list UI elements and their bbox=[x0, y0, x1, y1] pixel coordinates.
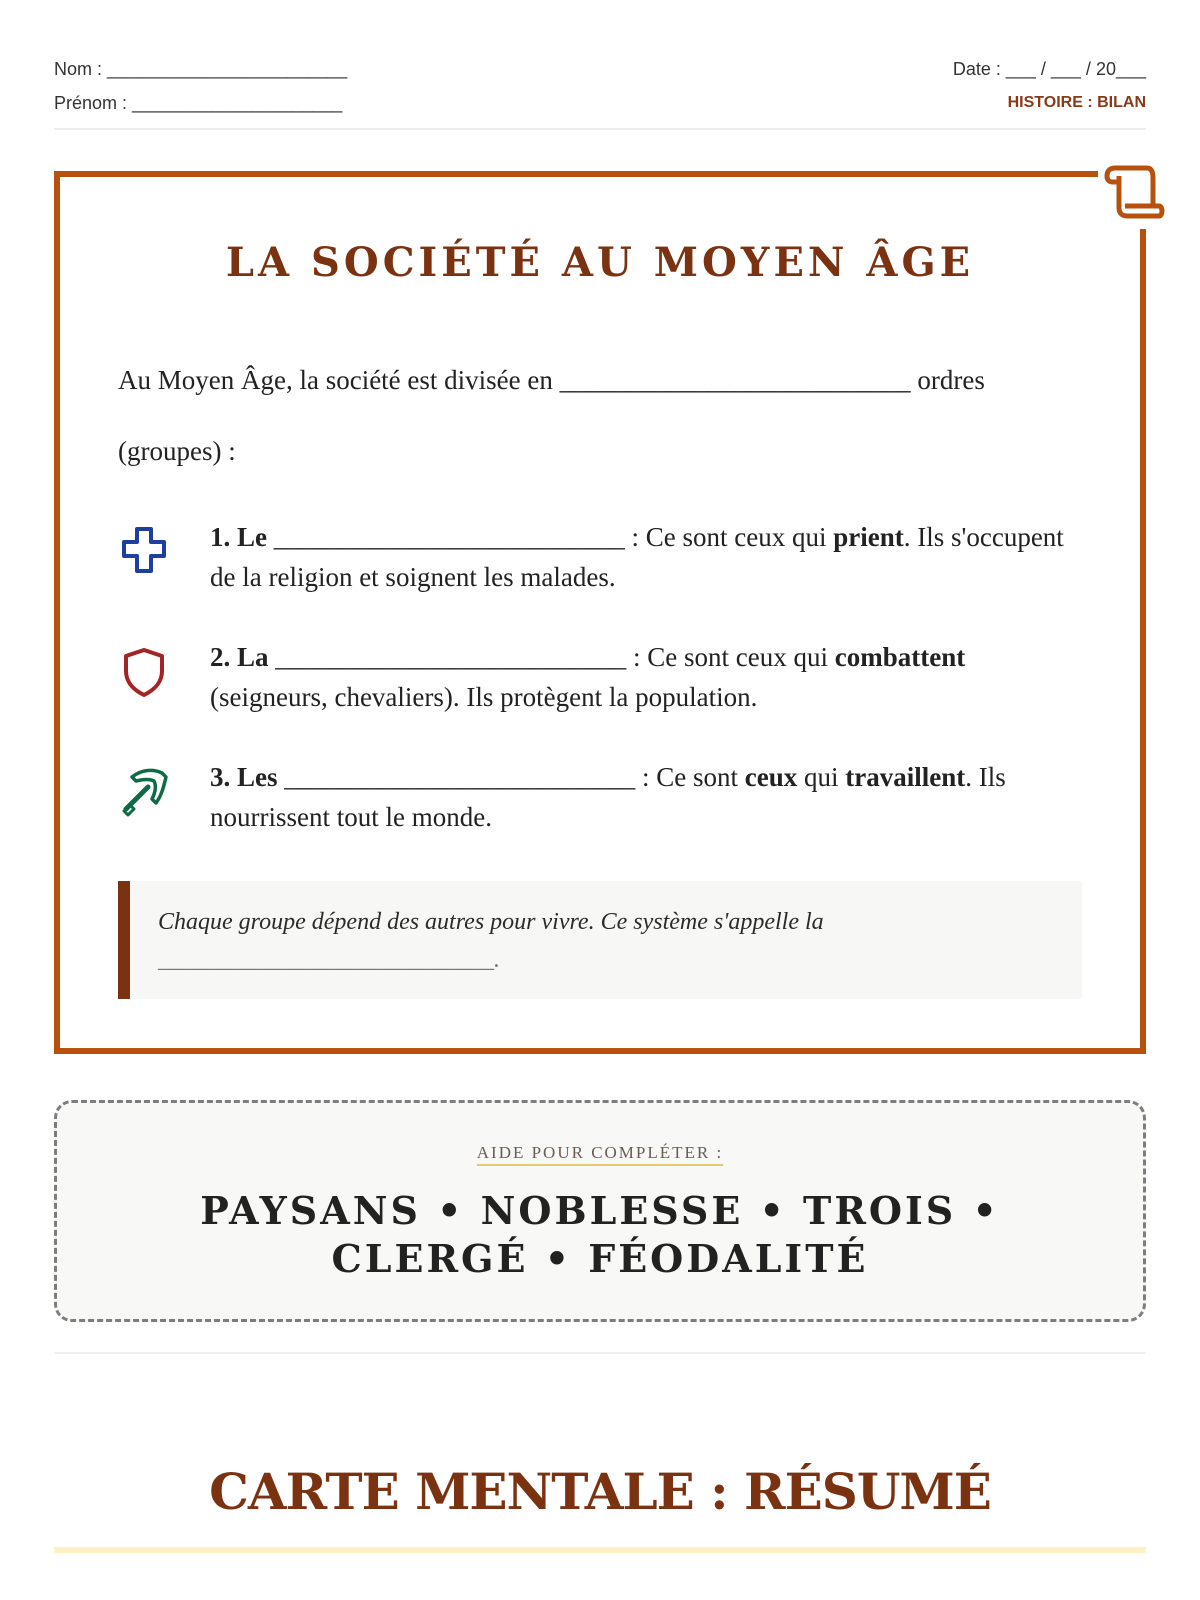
help-words: PAYSANS • NOBLESSE • TROIS • CLERGÉ • FÉODALITÉ bbox=[200, 1188, 1000, 1281]
item3-text1: : Ce sont bbox=[635, 762, 745, 792]
cross-icon bbox=[118, 523, 170, 579]
help-box bbox=[54, 1100, 1146, 1322]
date-field[interactable]: Date : ___ / ___ / 20___ bbox=[952, 59, 1146, 79]
item3-bold-a: ceux bbox=[744, 762, 798, 792]
item3-text2: . Ils nourrissent tout le monde. bbox=[210, 762, 1006, 832]
title-underline bbox=[54, 1547, 1146, 1553]
lesson-card bbox=[54, 171, 1146, 1054]
item2-text2: (seigneurs, chevaliers). Ils protègent la population. bbox=[210, 682, 758, 712]
note-text: Chaque groupe dépend des autres pour vivre. Ce système s'appelle la bbox=[158, 909, 824, 935]
item1-text1: : Ce sont ceux qui bbox=[624, 522, 834, 552]
item3-bold: travaillent bbox=[845, 762, 966, 792]
intro-after: ordres (groupes) : bbox=[118, 365, 985, 466]
date-subject bbox=[953, 52, 1146, 120]
intro-paragraph bbox=[118, 345, 1082, 487]
feodalite-note bbox=[118, 881, 1082, 999]
worksheet-header bbox=[54, 52, 1146, 130]
item1-blank[interactable]: __________________________ bbox=[273, 522, 625, 552]
item1-bold: prient bbox=[833, 522, 904, 552]
item3-prefix: 3. Les bbox=[210, 762, 285, 792]
item3-blank[interactable]: __________________________ bbox=[284, 762, 636, 792]
item2-bold: combattent bbox=[834, 642, 966, 672]
help-label bbox=[57, 1143, 1143, 1163]
intro-blank[interactable]: __________________________ bbox=[559, 365, 911, 395]
list-item-clerge bbox=[118, 517, 1082, 601]
help-label-text: AIDE POUR COMPLÉTER : bbox=[477, 1143, 723, 1166]
item1-prefix: 1. Le bbox=[210, 522, 274, 552]
item2-text1: : Ce sont ceux qui bbox=[626, 642, 835, 672]
section-title: CARTE MENTALE : RÉSUMÉ bbox=[209, 1462, 991, 1521]
student-fields bbox=[54, 52, 347, 120]
shield-icon bbox=[118, 643, 170, 699]
list-item-paysans bbox=[118, 757, 1082, 841]
prenom-field[interactable]: Prénom : _____________________ bbox=[54, 93, 343, 113]
note-blank[interactable]: ____________________________. bbox=[158, 947, 500, 973]
subject-label: HISTOIRE : BILAN bbox=[1007, 94, 1146, 111]
intro-before: Au Moyen Âge, la société est divisée en bbox=[118, 365, 560, 395]
nom-field[interactable]: Nom : ________________________ bbox=[54, 59, 348, 79]
pickaxe-icon bbox=[118, 763, 170, 819]
section-divider bbox=[54, 1352, 1146, 1354]
scroll-icon bbox=[1098, 155, 1170, 229]
item2-prefix: 2. La bbox=[210, 642, 276, 672]
item2-blank[interactable]: __________________________ bbox=[275, 642, 627, 672]
item3-text-mid: qui bbox=[797, 762, 846, 792]
lesson-title: LA SOCIÉTÉ AU MOYEN ÂGE bbox=[225, 239, 975, 286]
item1-text2: . Ils s'occupent de la religion et soignent les malades. bbox=[210, 522, 1064, 592]
list-item-noblesse bbox=[118, 637, 1082, 721]
